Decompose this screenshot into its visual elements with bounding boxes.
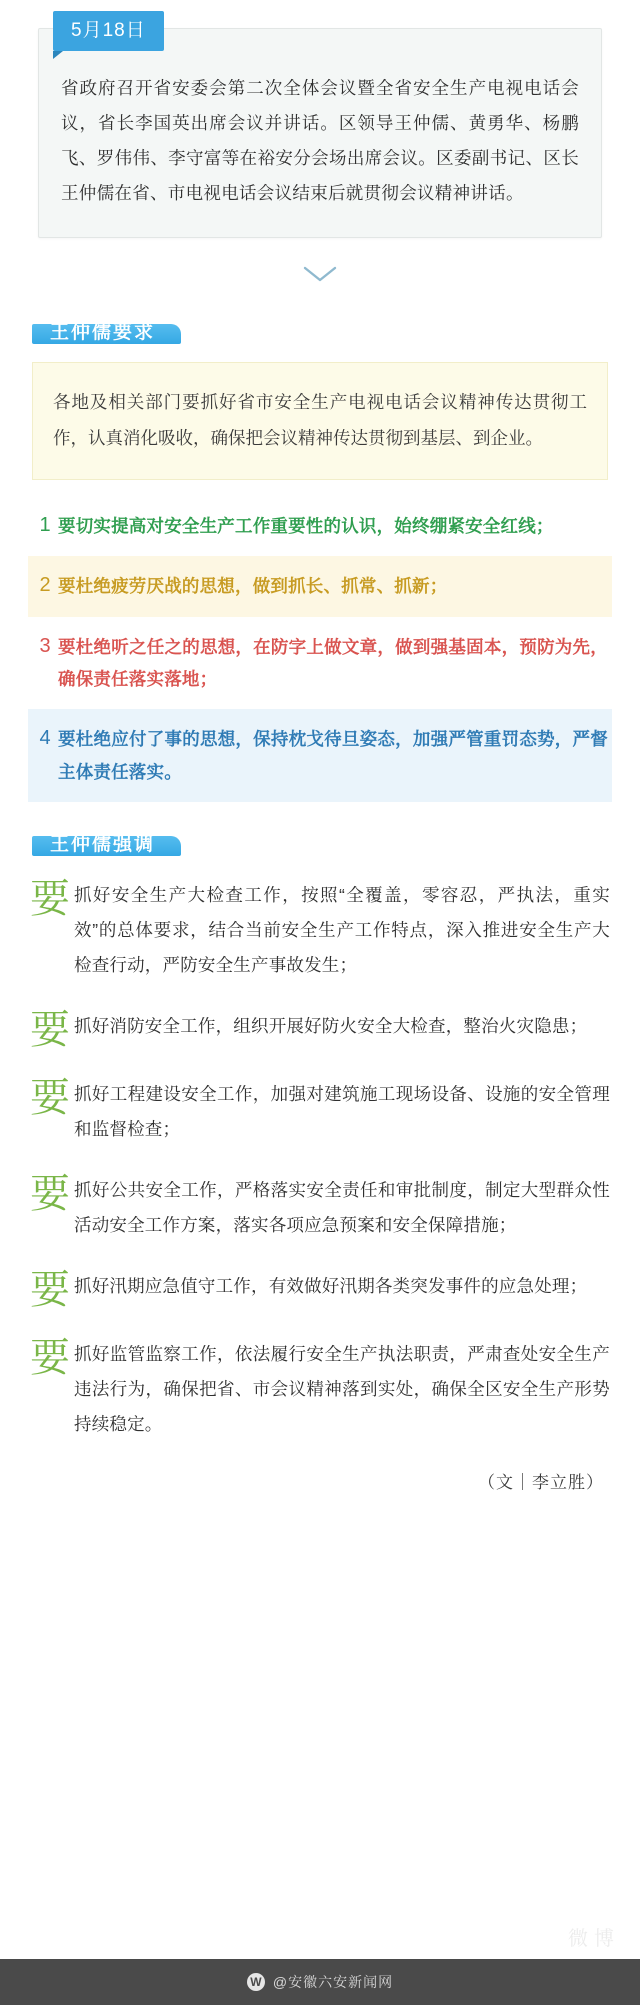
list-item xyxy=(28,709,612,802)
emphasis-label-row xyxy=(0,808,640,856)
weibo-icon: W xyxy=(247,1973,265,1991)
footer-bar xyxy=(0,1959,640,2005)
list-item xyxy=(30,878,610,983)
section-label-requirements: 王仲儒要求 xyxy=(32,324,181,344)
list-item-text: 要杜绝听之任之的思想，在防字上做文章，做到强基固本，预防为先，确保责任落实落地； xyxy=(58,636,608,689)
watermark-text: 微博 xyxy=(568,1928,620,1950)
list-item xyxy=(28,617,612,710)
list-item-text: 抓好汛期应急值守工作，有效做好汛期各类突发事件的应急处理； xyxy=(74,1276,588,1296)
list-item-text: 要切实提高对安全生产工作重要性的认识，始终绷紧安全红线； xyxy=(58,515,554,536)
list-item-number: 3 xyxy=(39,634,51,657)
yao-glyph: 要 xyxy=(30,1268,70,1312)
date-card-wrapper xyxy=(38,20,602,238)
footer-account-name: @安徽六安新闻网 xyxy=(272,1974,394,1990)
list-item xyxy=(30,1173,610,1243)
list-item xyxy=(30,1337,610,1442)
yao-glyph: 要 xyxy=(30,1008,70,1052)
list-item-number: 4 xyxy=(39,727,51,750)
list-item-text: 抓好监管监察工作，依法履行安全生产执法职责，严肃查处安全生产违法行为，确保把省、市会议精神落到实处，确保全区安全生产形势持续稳定。 xyxy=(74,1344,610,1434)
article-signature: （文｜李立胜） xyxy=(478,1473,604,1492)
yao-glyph: 要 xyxy=(30,1076,70,1120)
requirements-quote: 各地及相关部门要抓好省市安全生产电视电话会议精神传达贯彻工作，认真消化吸收，确保把会议精神传达贯彻到基层、到企业。 xyxy=(32,362,608,480)
list-item-text: 要杜绝应付了事的思想，保持枕戈待旦姿态，加强严管重罚态势，严督主体责任落实。 xyxy=(58,729,608,782)
list-item-number: 2 xyxy=(39,574,51,597)
list-item xyxy=(30,1077,610,1147)
list-item xyxy=(28,556,612,616)
yao-glyph: 要 xyxy=(30,1336,70,1380)
requirements-label-row xyxy=(0,296,640,344)
emphasis-list xyxy=(30,878,610,1442)
list-item-text: 抓好安全生产大检查工作，按照“全覆盖，零容忍，严执法，重实效”的总体要求，结合当前安全生产工作特点，深入推进安全生产大检查行动，严防安全生产事故发生； xyxy=(74,885,610,975)
chevron-down-icon xyxy=(0,260,640,286)
yao-glyph: 要 xyxy=(30,1172,70,1216)
date-card xyxy=(38,20,602,238)
date-badge: 5月18日 xyxy=(53,11,164,51)
list-item xyxy=(30,1269,610,1311)
section-label-emphasis: 王仲儒强调 xyxy=(32,836,181,856)
requirements-list xyxy=(28,496,612,802)
date-card-body: 省政府召开省安委会第二次全体会议暨全省安全生产电视电话会议，省长李国英出席会议并讲话。区领导王仲儒、黄勇华、杨鹏飞、罗伟伟、李守富等在裕安分会场出席会议。区委副书记、区长王仲儒在省、市电视电话会议结束后就贯彻会议精神讲话。 xyxy=(61,78,579,203)
list-item-number: 1 xyxy=(39,513,51,536)
list-item xyxy=(30,1009,610,1051)
list-item-text: 抓好公共安全工作，严格落实安全责任和审批制度，制定大型群众性活动安全工作方案，落实各项应急预案和安全保障措施； xyxy=(74,1180,610,1235)
list-item-text: 抓好工程建设安全工作，加强对建筑施工现场设备、设施的安全管理和监督检查； xyxy=(74,1084,610,1139)
yao-glyph: 要 xyxy=(30,877,70,921)
list-item-text: 抓好消防安全工作，组织开展好防火安全大检查，整治火灾隐患； xyxy=(74,1016,588,1036)
list-item-text: 要杜绝疲劳厌战的思想，做到抓长、抓常、抓新； xyxy=(58,576,448,597)
list-item xyxy=(28,496,612,556)
